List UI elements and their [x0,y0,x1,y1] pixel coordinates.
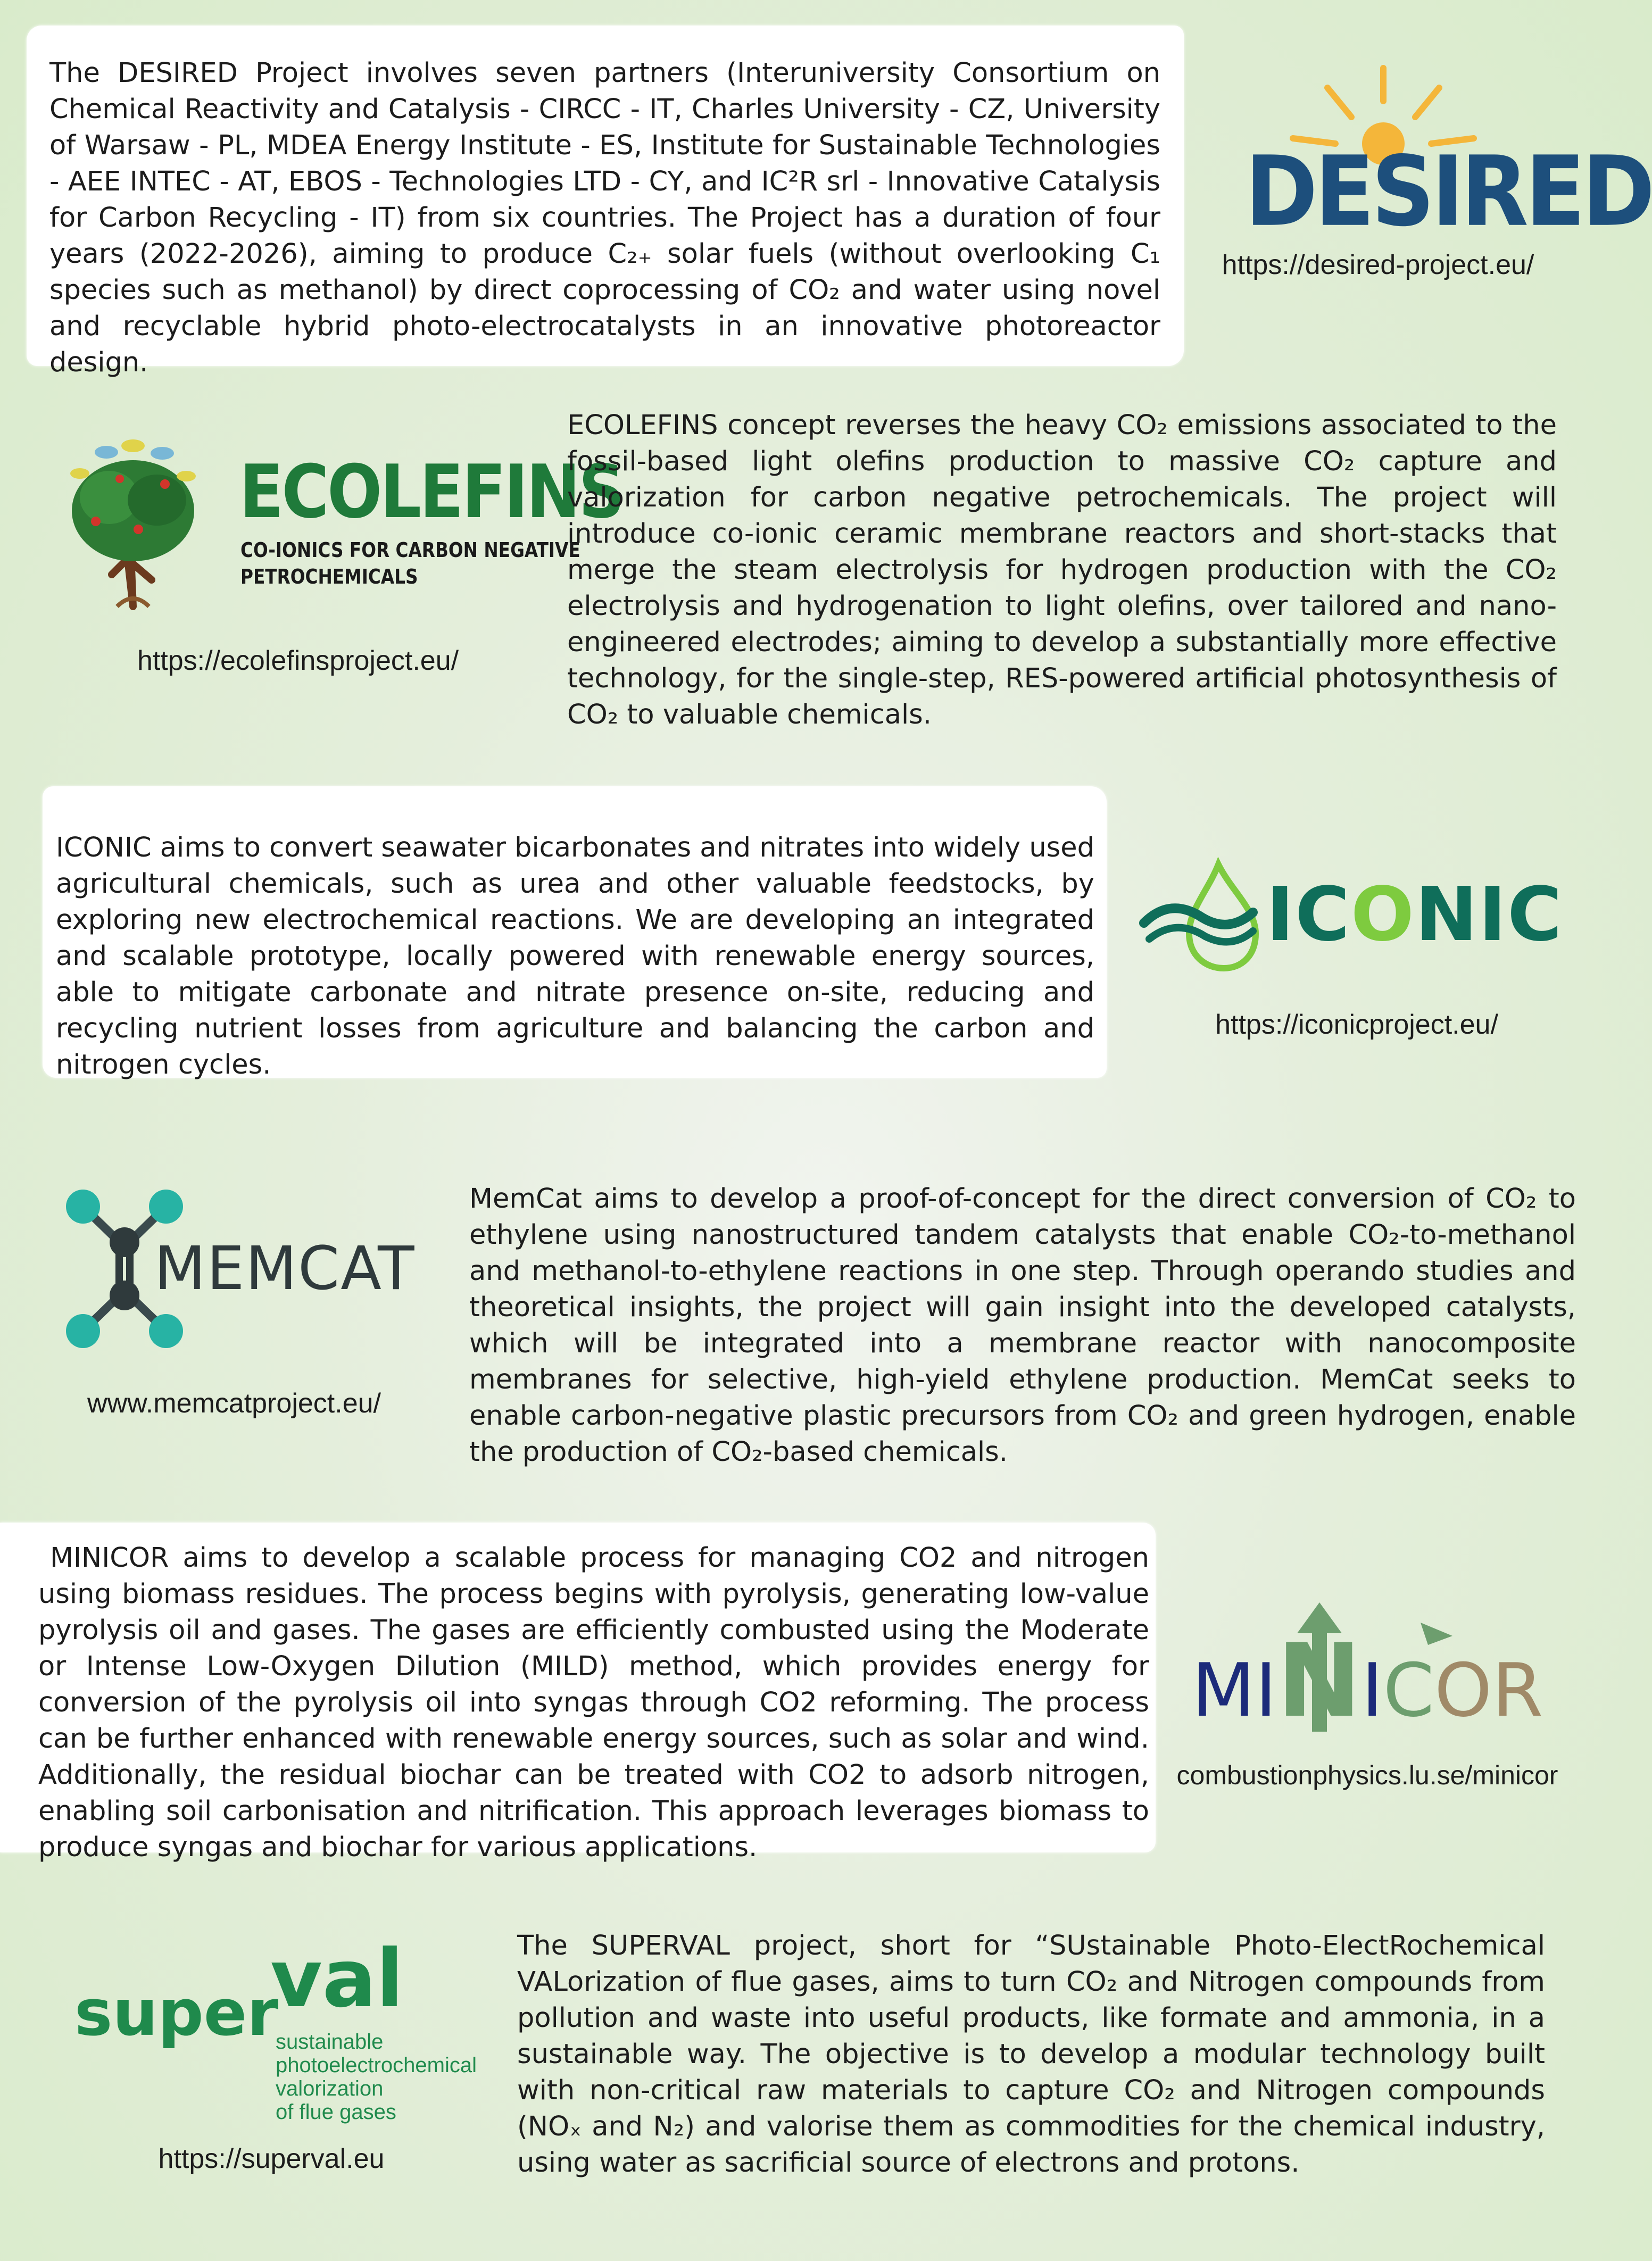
superval-tag-3: valorization [276,2077,384,2100]
minicor-logo [1192,1596,1543,1745]
iconic-logo [1139,859,1563,976]
iconic-url[interactable]: https://iconicproject.eu/ [1215,1009,1498,1040]
iconic-logo-nic: NIC [1415,871,1563,958]
ecolefins-description: ECOLEFINS concept reverses the heavy CO₂ emissions associated to the fossil-based light olefins production to massive CO₂ capture and valorization for carbon negative petrochemicals. The project will introduce co-ionic ceramic membrane reactors and short-stacks that merge the steam electrolysis for hydrogen production with the CO₂ electrolysis and hydrogenation to light olefins, over tailored and nano-engineered electrodes; aiming to develop a substantially more effective technology, for the single-step, RES-powered artificial photosynthesis of CO₂ to valuable chemicals. [567,410,1557,730]
minicor-url[interactable]: combustionphysics.lu.se/minicor [1176,1760,1558,1790]
desired-url[interactable]: https://desired-project.eu/ [1222,250,1534,280]
desired-description: The DESIRED Project involves seven partners (Interuniversity Consortium on Chemical Reactivity and Catalysis - CIRCC - IT, Charles University - CZ, University of Warsaw - PL, MDEA Energy Institute - ES, Institute for Sustainable Technologies - AEE INTEC - AT, EBOS - Technologies LTD - CY, and IC²R srl - Innovative Catalysis for Carbon Recycling - IT) from six countries. The Project has a duration of four years (2022-2026), aiming to produce C₂₊ solar fuels (without overlooking C₁ species such as methanol) by direct coprocessing of CO₂ and water using novel and recyclable hybrid photo-electrocatalysts in an innovative photoreactor design. [49,57,1160,378]
superval-logo [74,1933,489,2139]
ecolefins-logo [59,436,624,612]
superval-tag-1: sustainable [276,2030,384,2054]
minicor-logo-text [1192,1622,1543,1740]
water-drop-icon [1139,859,1261,976]
minicor-logo-c: C [1383,1648,1434,1733]
memcat-url[interactable]: www.memcatproject.eu/ [87,1388,381,1419]
superval-url[interactable]: https://superval.eu [158,2143,385,2174]
desired-logo [1240,64,1652,248]
memcat-description: MemCat aims to develop a proof-of-concept for the direct conversion of CO₂ to ethylene using nanostructured tandem catalysts that enable CO₂-to-methanol and methanol-to-ethylene reactions in one step. Through operando studies and theoretical insights, the project will gain insight into the developed catalysts, which will be integrated into a membrane reactor with nanocomposite membranes for selective, high-yield ethylene production. MemCat seeks to enable carbon-negative plastic precursors from CO₂ and green hydrogen, enable the production of CO₂-based chemicals. [469,1183,1576,1468]
memcat-logo [64,1186,447,1351]
iconic-logo-text [1266,871,1563,958]
minicor-logo-mi: MI [1192,1648,1277,1733]
tree-icon [59,436,207,612]
superval-tag-2: photoelectrochemical [276,2054,477,2077]
iconic-description: ICONIC aims to convert seawater bicarbonates and nitrates into widely used agricultural chemicals, such as urea and other valuable feedstocks, by exploring new electrochemical reactions. We are developing an integrated and scalable prototype, locally powered with renewable energy sources, able to mitigate carbonate and nitrate presence on-site, reducing and recycling nutrient losses from agriculture and balancing the carbon and nitrogen cycles. [56,832,1094,1080]
ecolefins-logo-text: ECOLEFINS [239,449,624,535]
desired-logo-text: DESIRED [1245,135,1652,248]
memcat-logo-text: MEMCAT [154,1234,416,1303]
iconic-logo-ic: IC [1266,871,1351,958]
ecolefins-tagline-2: PETROCHEMICALS [240,565,418,588]
minicor-logo-or: OR [1434,1648,1543,1733]
iconic-logo-o: O [1350,871,1415,958]
superval-logo-super: super [74,1976,279,2050]
minicor-description: MINICOR aims to develop a scalable process for managing CO2 and nitrogen using biomass residues. The process begins with pyrolysis, generating low-value pyrolysis oil and gases. The gases are efficiently combusted using the Moderate or Intense Low-Oxygen Dilution (MILD) method, which provides energy for conversion of the pyrolysis oil into syngas through CO2 reforming. The process can be further enhanced with renewable energy sources, such as solar and wind. Additionally, the residual biochar can be treated with CO2 to adsorb nitrogen, enabling soil carbonisation and nitrification. This approach leverages biomass to produce syngas and biochar for various applications. [38,1542,1149,1863]
superval-tag-4: of flue gases [276,2100,396,2124]
superval-logo-val: val [270,1933,404,2025]
superval-description: The SUPERVAL project, short for “SUstainable Photo-ElectRochemical VALorization of flue gases, aims to turn CO₂ and Nitrogen compounds from pollution and waste into useful products, like formate and ammonia, in a sustainable way. The objective is to develop a modular technology built with non-critical raw materials to capture CO₂ and Nitrogen compounds (NOₓ and N₂) and valorise them as commodities for the chemical industry, using water as sacrificial source of electrons and protons. [517,1930,1545,2179]
minicor-logo-n: N [1276,1622,1362,1740]
ecolefins-tagline-1: CO-IONICS FOR CARBON NEGATIVE [240,538,580,562]
minicor-logo-i: I [1361,1648,1383,1733]
ecolefins-url[interactable]: https://ecolefinsproject.eu/ [137,645,459,676]
